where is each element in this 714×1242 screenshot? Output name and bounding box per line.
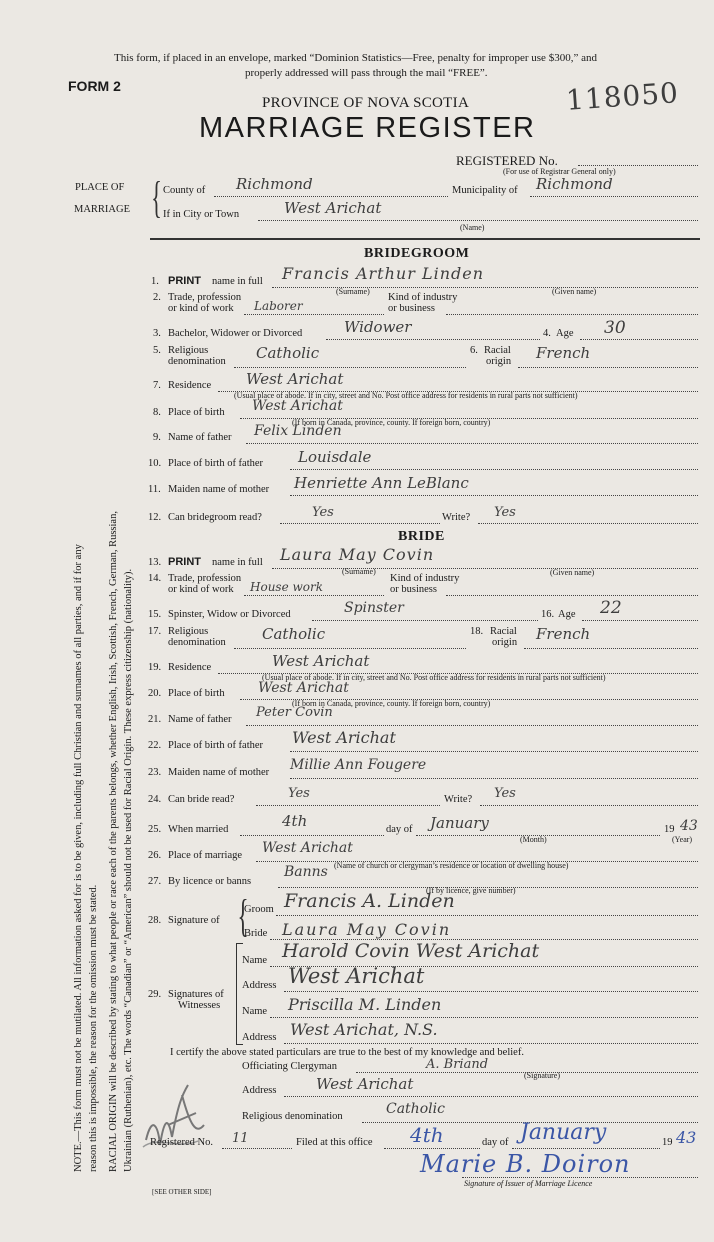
place-brace: { (151, 173, 162, 222)
l16-label: Age (558, 609, 576, 620)
l14-label-a: Trade, profession (168, 573, 242, 584)
l27-num: 27. (148, 876, 162, 887)
clergy-signature: A. Briand (426, 1057, 489, 1072)
l8-num: 8. (153, 407, 161, 418)
registered-no-label: REGISTERED No. (456, 153, 558, 168)
side-note-2: reason this is impossible, the reason for the omission must be stated. (88, 884, 99, 1172)
groom-write-label: Write? (442, 512, 471, 523)
bride-write-line (480, 805, 698, 806)
groom-read: Yes (312, 505, 334, 520)
registrar-note: (For use of Registrar General only) (503, 167, 616, 176)
l29-label-b: Witnesses (178, 1000, 221, 1011)
married-year-prefix: 19 (664, 824, 675, 835)
filed-day-label: day of (482, 1137, 509, 1148)
clergy-religion: Catholic (386, 1101, 445, 1117)
clergy-religion-label: Religious denomination (242, 1111, 343, 1122)
filed-month: January (520, 1120, 607, 1145)
l12-line (280, 523, 440, 524)
l18-line (524, 648, 698, 649)
municipality-label: Municipality of (452, 185, 518, 196)
bride-industry-line (446, 595, 698, 596)
bride-trade: House work (250, 580, 323, 594)
l9-num: 9. (153, 432, 161, 443)
groom-racial: French (536, 344, 591, 362)
l10-num: 10. (148, 458, 162, 469)
groom-father-birthplace: Louisdale (298, 448, 372, 466)
l4-line (580, 339, 698, 340)
filed-day: 4th (410, 1123, 444, 1147)
groom-sig-line (276, 915, 698, 916)
w1-addr-label: Address (242, 980, 277, 991)
l2-num: 2. (153, 292, 161, 303)
filed-year: 43 (676, 1128, 697, 1147)
l15-label: Spinster, Widow or Divorced (168, 609, 291, 620)
marriage-banns: Banns (284, 864, 328, 880)
bride-read: Yes (288, 786, 310, 801)
l4-label: Age (556, 328, 574, 339)
w1-addr-line (284, 991, 698, 992)
groom-sig-label: Groom (244, 904, 274, 915)
groom-religion: Catholic (256, 344, 320, 362)
groom-given-note: (Given name) (552, 287, 597, 296)
register-number-handwritten: 118050 (564, 76, 680, 117)
bride-industry-a: Kind of industry (390, 573, 460, 584)
l28-num: 28. (148, 915, 162, 926)
l20-num: 20. (148, 688, 162, 699)
l23-num: 23. (148, 767, 162, 778)
l18-label-a: Racial (490, 626, 517, 637)
l1-print: PRINT (168, 275, 201, 287)
groom-status: Widower (344, 318, 412, 336)
l7-label: Residence (168, 380, 212, 391)
l28-label: Signature of (168, 915, 220, 926)
l21-line (246, 725, 698, 726)
l5-label-b: denomination (168, 356, 226, 367)
groom-birth-note: (If born in Canada, province, county. If foreign born, country) (292, 418, 491, 427)
l13-label: name in full (212, 557, 263, 568)
marriage-place: West Arichat (262, 840, 353, 856)
l17-num: 17. (148, 626, 162, 637)
l12-num: 12. (148, 512, 162, 523)
l7-num: 7. (153, 380, 161, 391)
bride-age: 22 (600, 598, 622, 618)
bride-heading: BRIDE (398, 529, 445, 544)
filed-label: Filed at this office (296, 1137, 373, 1148)
bride-religion: Catholic (262, 625, 326, 643)
place-label-1: PLACE OF (75, 182, 125, 193)
issuer-sig-line (462, 1177, 698, 1178)
l9-label: Name of father (168, 432, 232, 443)
marriage-place-note: (Name of church or clergyman’s residence or location of dwelling house) (334, 861, 569, 870)
bride-sig-label: Bride (244, 928, 268, 939)
married-year: 43 (680, 818, 698, 834)
l19-num: 19. (148, 662, 162, 673)
l18-num: 18. (470, 626, 484, 637)
footer-reg-line (222, 1148, 292, 1149)
l9-line (246, 443, 698, 444)
married-month: January (430, 814, 489, 832)
bridegroom-heading: BRIDEGROOM (364, 246, 470, 261)
bride-signature: Laura May Covin (282, 920, 452, 939)
l5-line (234, 367, 466, 368)
w2-name-line (270, 1017, 698, 1018)
l3-label: Bachelor, Widower or Divorced (168, 328, 303, 339)
l22-num: 22. (148, 740, 162, 751)
l25-day-line (240, 835, 384, 836)
l25-num: 25. (148, 824, 162, 835)
side-note-3: RACIAL ORIGIN will be described by stating to what people or race each of the parents belongs, whether English, Irish, Scottish, French, German, Russian, (108, 511, 119, 1172)
header-divider (150, 238, 700, 240)
l24-line (256, 805, 440, 806)
groom-signature: Francis A. Linden (284, 890, 455, 912)
groom-industry-line (446, 314, 698, 315)
bride-industry-b: or business (390, 584, 437, 595)
county-label: County of (163, 185, 206, 196)
l29-num: 29. (148, 989, 162, 1000)
page-title: MARRIAGE REGISTER (199, 112, 536, 144)
groom-mother: Henriette Ann LeBlanc (294, 474, 469, 492)
married-day-label: day of (386, 824, 413, 835)
l27-label: By licence or banns (168, 876, 252, 887)
side-note-1: NOTE.—This form must not be mutilated. All information asked for is to be given, including full Christian and surnames of all parties, and if for any (73, 544, 84, 1172)
city-line (258, 220, 698, 221)
l4-num: 4. (543, 328, 551, 339)
l24-label: Can bride read? (168, 794, 235, 805)
l11-line (290, 495, 698, 496)
l2-label-b: or kind of work (168, 303, 234, 314)
bride-status: Spinster (344, 600, 404, 616)
l14-num: 14. (148, 573, 162, 584)
bride-racial: French (536, 625, 591, 643)
bride-name: Laura May Covin (280, 545, 435, 564)
l26-num: 26. (148, 850, 162, 861)
l14-line (244, 595, 384, 596)
municipality-line (530, 196, 698, 197)
signature-brace: { (237, 890, 249, 941)
filed-day-line (384, 1148, 480, 1149)
l1-label: name in full (212, 276, 263, 287)
city-label: If in City or Town (163, 209, 240, 220)
footer-reg-value: 11 (232, 1131, 249, 1146)
l16-num: 16. (541, 609, 555, 620)
l5-label-a: Religious (168, 345, 209, 356)
l15-line (312, 620, 538, 621)
bride-father: Peter Covin (256, 705, 333, 720)
l13-num: 13. (148, 557, 162, 568)
see-other-side: [SEE OTHER SIDE] (152, 1188, 212, 1196)
l11-label: Maiden name of mother (168, 484, 270, 495)
registered-no-line (578, 165, 698, 166)
w1-name-label: Name (242, 955, 268, 966)
bride-mother: Millie Ann Fougere (290, 757, 427, 773)
place-label-2: MARRIAGE (74, 204, 131, 215)
groom-write-line (478, 523, 698, 524)
groom-industry-a: Kind of industry (388, 292, 458, 303)
groom-birthplace: West Arichat (252, 398, 343, 414)
bride-residence-note: (Usual place of abode. If in city, street and No. Post office address for residents in rural parts not sufficient) (262, 673, 606, 682)
l17-label-a: Religious (168, 626, 209, 637)
licence-note: (If by licence, give number) (426, 886, 516, 895)
side-note-4: Ukrainian (Ruthenian), etc. The words “Canadian” or “American” should not be used for Racial Origin. These express citizenship (nationality). (123, 568, 134, 1172)
l8-label: Place of birth (168, 407, 225, 418)
signature-note: (Signature) (524, 1071, 560, 1080)
filed-year-prefix: 19 (662, 1137, 673, 1148)
certify-text: I certify the above stated particulars are true to the best of my knowledge and belief. (170, 1047, 524, 1058)
groom-name: Francis Arthur Linden (282, 264, 485, 283)
l6-label-b: origin (486, 356, 512, 367)
witness1-name: Harold Covin West Arichat (282, 940, 540, 962)
witness1-address: West Arichat (288, 964, 425, 988)
clergy-address-label: Address (242, 1085, 277, 1096)
groom-trade: Laborer (254, 299, 303, 313)
province-heading: PROVINCE OF NOVA SCOTIA (262, 95, 470, 111)
l10-line (290, 469, 698, 470)
bride-birthplace: West Arichat (258, 680, 349, 696)
l17-line (234, 648, 466, 649)
l25-label: When married (168, 824, 229, 835)
county-line (214, 196, 448, 197)
clergy-label: Officiating Clergyman (242, 1061, 337, 1072)
l22-label: Place of birth of father (168, 740, 264, 751)
l20-label: Place of birth (168, 688, 225, 699)
l13-line (272, 568, 698, 569)
l21-num: 21. (148, 714, 162, 725)
groom-industry-b: or business (388, 303, 435, 314)
l21-label: Name of father (168, 714, 232, 725)
l6-line (518, 367, 698, 368)
footer-reg-label: Registered No. (150, 1137, 213, 1148)
l24-num: 24. (148, 794, 162, 805)
l3-line (326, 339, 540, 340)
l22-line (290, 751, 698, 752)
married-day: 4th (282, 812, 308, 830)
city-name-note: (Name) (460, 223, 485, 232)
groom-surname-note: (Surname) (336, 287, 370, 296)
bride-father-birthplace: West Arichat (292, 728, 396, 747)
groom-write: Yes (494, 505, 516, 520)
l5-num: 5. (153, 345, 161, 356)
l16-line (582, 620, 698, 621)
l3-num: 3. (153, 328, 161, 339)
issuer-note: Signature of Issuer of Marriage Licence (464, 1179, 593, 1188)
groom-father: Felix Linden (254, 423, 342, 439)
l13-print: PRINT (168, 556, 201, 568)
groom-residence: West Arichat (246, 370, 344, 388)
postal-notice-1: This form, if placed in an envelope, marked “Dominion Statistics—Free, penalty for improper use $300,” and (114, 52, 597, 64)
l29-label-a: Signatures of (168, 989, 224, 1000)
clergy-address: West Arichat (316, 1075, 414, 1093)
married-month-note: (Month) (520, 835, 547, 844)
bride-given-note: (Given name) (550, 568, 595, 577)
l11-num: 11. (148, 484, 161, 495)
bride-birth-note: (If born in Canada, province, county. If foreign born, country) (292, 699, 491, 708)
form-label: FORM 2 (68, 78, 121, 94)
l12-label: Can bridegroom read? (168, 512, 262, 523)
issuer-signature: Marie B. Doiron (420, 1150, 631, 1178)
bride-write-label: Write? (444, 794, 473, 805)
witness2-address: West Arichat, N.S. (290, 1020, 438, 1039)
municipality-value: Richmond (536, 175, 613, 193)
l1-num: 1. (151, 276, 159, 287)
l14-label-b: or kind of work (168, 584, 234, 595)
witness2-name: Priscilla M. Linden (288, 995, 442, 1014)
l6-label-a: Racial (484, 345, 511, 356)
w2-addr-label: Address (242, 1032, 277, 1043)
w2-addr-line (284, 1043, 698, 1044)
bride-write: Yes (494, 786, 516, 801)
postal-notice-2: properly addressed will pass through the mail “FREE”. (245, 67, 488, 79)
l6-num: 6. (470, 345, 478, 356)
bride-surname-note: (Surname) (342, 567, 376, 576)
county-value: Richmond (236, 175, 313, 193)
married-year-note: (Year) (672, 835, 693, 844)
l19-label: Residence (168, 662, 212, 673)
l18-label-b: origin (492, 637, 518, 648)
l2-line (244, 314, 384, 315)
city-value: West Arichat (284, 199, 382, 217)
clergy-address-line (284, 1096, 698, 1097)
l17-label-b: denomination (168, 637, 226, 648)
filed-month-line (512, 1148, 660, 1149)
groom-age: 30 (604, 318, 626, 338)
bride-residence: West Arichat (272, 652, 370, 670)
groom-residence-note: (Usual place of abode. If in city, street and No. Post office address for residents in rural parts not sufficient) (234, 391, 578, 400)
l26-label: Place of marriage (168, 850, 243, 861)
l10-label: Place of birth of father (168, 458, 264, 469)
l23-line (290, 778, 698, 779)
w2-name-label: Name (242, 1006, 268, 1017)
l2-label-a: Trade, profession (168, 292, 242, 303)
l23-label: Maiden name of mother (168, 767, 270, 778)
l15-num: 15. (148, 609, 162, 620)
